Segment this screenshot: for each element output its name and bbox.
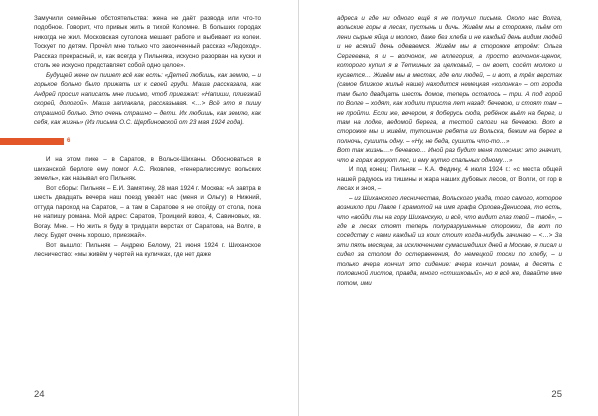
paragraph-1: Замучили семейные обстоятельства: жена не даёт развода или что-то подобное. Говорит, что привык жить в тихой Коломне. В больших городах никогда не жил. Московская сутолока мешает работе и выбивает из колеи. Тоскует по детям. Прочёл мне только что законченный рассказ «Ледоход». Рассказ прекрасный, и, как всегда у Пильняка, искусно разорван на куски и столь же искусно представляет собой одно целое». (34, 15, 261, 70)
right-page (299, 0, 598, 416)
paragraph-3: И на этом пике – в Саратов, в Вольск-Шиханы. Обосноваться в шиханской берлоге ему помог А.С. Яковлев, «генералиссимус вольских земель», как называл его Пильняк. (34, 156, 261, 183)
section-number: 6 (67, 137, 71, 144)
paragraph-4: Вот сборы: Пильняк – Е.И. Замятину, 28 мая 1924 г. Москва: «А завтра в шесть двадцать вечера наш поезд увезёт нас (меня и Ольгу) в Нижний, оттуда пароход на Саратов, – а там в Саратове я не отойду от стола, пока не напишу романа. Мой адрес: Саратов, Троицкий взвоз, 4, Савиновых, кв. Вогау. Мне. – Но жить я буду в тридцати верстах от Саратова, на Волге, в лесу. Будет очень хорошо, приезжай». (34, 184, 261, 240)
paragraph-8: И под конец: Пильняк – К.А. Федину, 4 июля 1924 г.: «с места общей нашей радуюсь из тишины и жара наших дубовых лесов, от Волги, от гор в лесах и зноя, – (337, 166, 562, 193)
paragraph-9: – из Шиханского лесничества, Вольского уезда, того самого, которое возникло при Павле I грамотой на имя графа Орлова-Денисова, то есть, что «войди ты на гору Шиханскую, и всё, что видит глаз твой – твоё», – где в лесах стоят теперь полуразрушенные сторожки, да вот по соседству с нами каждый из коих стоит когда-нибудь зачинаю – <…> За эти пять месяцев, за исключением сумасшедших дней в Москве, я писал и сидел за столом до остервенения, до немецкой тоски по хлебу, – и только вчера кончил это сидение: вчера кончил роман, в десять с половиной листов, правда, много «стишковый», но я всё же, давайте мне потом, ими (337, 194, 562, 287)
page-number-left: 24 (34, 389, 45, 400)
section-marker-bar (0, 138, 64, 145)
paragraph-5: Вот вышло: Пильняк – Андрею Белому, 21 июня 1924 г. Шиханское лесничество: «мы живём у чертей на куличках, где нет даже (34, 241, 261, 258)
paragraph-7: Вот так жизнь…» бечевою… Иной раз будит меня полесник: это значит, что в горах воруют лес, и ему жутко спальных одному…» (337, 147, 562, 164)
page-number-right: 25 (551, 389, 562, 400)
paragraph-6: адреса и где ни одного ещё я не получил письма. Около нас Волга, вольские горы в лесах, пустынь и дичь. Живём мы в сторожке, пьём от лени сырые яйца и молоко, даже без хлеба и не каждый день видим людей и не всякий день одеваемся. Живём мы в сторожке втроём: Ольга Сергеевна, я и – волчонок, не аллегория, а просто волчонок-щенок, которого купил я в Теткиных за целковый, – он воет, сосёт молоко и кусается… Живём мы в местах, где ели людей, – и вот, в трёх верстах (самое близкое жильё наше) находится немецкая «колонка» – от города там было двадцать шесть домов, теперь осталось – три. А под горой по Волге – ходят, как ходили триста лет назад: бечевою, и стоят там – не пройти. Если же, вечером, я доберусь сюда, ребёнок вьёт на берег, и там на лодке, ведомой берега, в тестой сапоги на бечевою. Вот в сторожке мы и живём, тутошние ребята из Вольска, бежим на берег в полночь, сушить одну. – «Ну, не беда, сушить что-то…» (337, 15, 562, 145)
section-marker (0, 137, 261, 145)
paragraph-2: Будущей жене он пишет всё как есть: «Детей любишь, как землю, – и горькое больно было прижать их к своей груди. Маша рассказала, как Андрей просил написать мне письмо, чтоб приезжал: «Напиши, плиезжай скорей, дологой». Маша заплакала, рассказывая. <…> Всё это я пишу страшной болью. Это очень страшно – дети. Их любишь, как землю, как себя, как жизнь» (Из письма О.С. Щербиновской от 23 мая 1924 года). (34, 71, 261, 126)
